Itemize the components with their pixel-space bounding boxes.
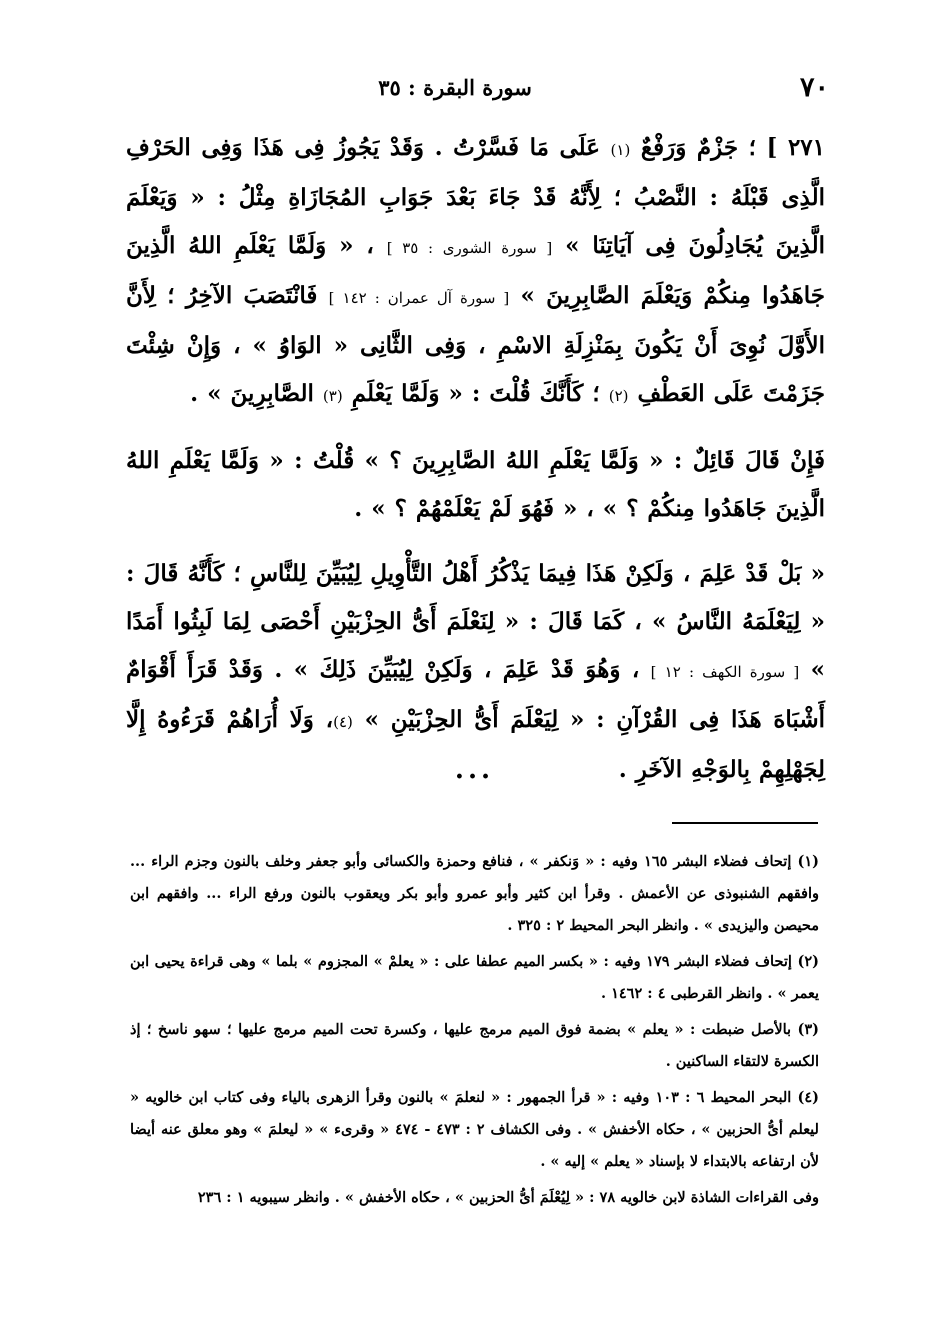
paragraph-2: [126, 437, 825, 533]
text-run: ، وَهُوَ قَدْ عَلِمَ ، وَلَكِنْ لِيُبَيِّنَ ذَلِكَ » . وَقَدْ قَرَأَ أَقْوَامٌ أَشْبَاهَ هَذَا فِى القُرْآنِ : « لِيَعْلَمَ أَىُّ الحِزْبَيْنِ »: [126, 656, 825, 733]
text-run: ؛ كَأَنَّكَ قُلْتَ : « وَلَمَّا يَعْلَمِ: [342, 380, 609, 407]
footnote-ref-2: (٢): [608, 387, 629, 405]
citation-al-imran: [ سورة آل عمران : ١٤٢ ]: [328, 289, 510, 307]
paragraph-1: [126, 124, 825, 420]
footnote-2: (٢) إتحاف فضلاء البشر ١٧٩ وفيه : « بكسر الميم عطفا على : « يعلمْ » المجزوم » بلما » وهى قراءة يحيى ابن يعمر » . وانظر القرطبى ٤ : ١٤٦٢ .: [130, 953, 819, 1002]
citation-shura: [ سورة الشورى : ٣٥ ]: [386, 239, 553, 257]
text-run: فَانْتَصَبَ الآخِرُ ؛ لِأَنَّ الأَوَّلَ نُوِىَ أَنْ يَكُونَ بِمَنْزِلَةِ الاسْمِ ، وَفِى الثَّانِى « الوَاوُ » ، وَإِنْ شِئْتَ جَزَمْتَ عَلَى العَطْفِ: [126, 282, 825, 407]
page-number: ٧٠: [799, 72, 829, 103]
text-run: الصَّابِرِينَ » .: [190, 380, 323, 407]
text-run: « بَلْ قَدْ عَلِمَ ، وَلَكِنْ هَذَا فِيمَا يَذْكُرُ أَهْلُ التَّأْوِيلِ لِيُبَيِّنَ لِلنَّاسِ ؛ كَأَنَّهُ قَالَ : « لِيَعْلَمَهُ النَّاسُ » ، كَمَا قَالَ : « لِنَعْلَمَ أَىُّ الحِزْبَيْنِ أَحْصَى لِمَا لَبِثُوا أَمَدًا »: [126, 560, 825, 683]
page-header: [80, 70, 829, 106]
text-run: عَلَى مَا فَسَّرْتُ . وَقَدْ يَجُوزُ فِى هَذَا وَفِى الحَرْفِ الَّذِى قَبْلَهُ : النَّصْبُ ؛ لِأَنَّهُ قَدْ جَاءَ بَعْدَ جَوَابِ المُجَازَاةِ مِثْلُ : « وَيَعْلَمَ الَّذِينَ يُجَادِلُونَ فِى آيَاتِنَا »: [126, 134, 826, 259]
text-run: ، وَلَا أُرَاهُمْ قَرَءُوهُ إِلَّا لِجَهْلِهِمْ بِالوَجْهِ الآخَرِ .: [126, 706, 825, 783]
footnote-4-continued: وفى القراءات الشاذة لابن خالويه ٧٨ : « لِيُعْلَمَ أىُّ الحزبين » ، حكاه الأخفش » . وانظر سيبويه ١ : ٢٣٦: [197, 1189, 819, 1206]
footnote-ref-3: (٣): [322, 387, 343, 405]
text-run: ، « وَلَمَّا يَعْلَمِ اللهُ الَّذِينَ جَاهَدُوا مِنكُمْ وَيَعْلَمَ الصَّابِرِينَ »: [126, 232, 825, 309]
section-separator: ...: [454, 755, 495, 785]
footnote-3: (٣) بالأصل ضبطت : « يعلم » بضمة فوق الميم مرمج عليها ، وكسرة تحت الميم مرمج عليها ؛ سهو ناسخ ؛ إذ الكسرة لالتقاء الساكنين .: [130, 1021, 819, 1070]
footnote-ref-4: (٤): [333, 713, 353, 731]
footnote-ref-1: (١): [610, 141, 631, 159]
footnote-4: (٤) البحر المحيط ٦ : ١٠٣ وفيه : « قرأ الجمهور : « لنعلمَ » بالنون وقرأ الزهرى بالياء وفى كتاب ابن خالويه « ليعلم أىُّ الحزبين » ، حكاه الأخفش » . وفى الكشاف ٢ : ٤٧٣ - ٤٧٤ « وقرىء » « ليعلمَ » وهو معلق عنه أيضا لأن ارتفاعه بالابتداء لا بإسناد « يعلم » إليه » .: [130, 1089, 819, 1170]
text-run: فَإِنْ قَالَ قَائِلٌ : « وَلَمَّا يَعْلَمِ اللهُ الصَّابِرِينَ ؟ » قُلْتُ : « وَلَمَّا يَعْلَمِ اللهُ الَّذِينَ جَاهَدُوا مِنكُمْ ؟ » ، « فَهُوَ لَمْ يَعْلَمْهُمْ ؟ » .: [126, 447, 825, 522]
main-text: [126, 124, 825, 811]
footnotes: [130, 846, 819, 1218]
text-run: ٢٧١ ] ؛ جَزْمٌ وَرَفْعٌ: [630, 134, 825, 161]
running-title: سورة البقرة : ٣٥: [378, 75, 532, 100]
citation-kahf: [ سورة الكهف : ١٢ ]: [650, 663, 800, 681]
footnote-1: (١) إتحاف فضلاء البشر ١٦٥ وفيه : « وَنكفر » ، فنافع وحمزة والكسائى وأبو جعفر وخلف بالنون وجزم الراء ... وافقهم الشنبوذى عن الأعمش . وقرأ ابن كثير وأبو عمرو وأبو بكر ويعقوب بالنون ورفع الراء ... وافقهم ابن محيصن واليزيدى » . وانظر البحر المحيط ٢ : ٣٢٥ .: [130, 853, 819, 934]
footnote-divider: [672, 822, 818, 824]
